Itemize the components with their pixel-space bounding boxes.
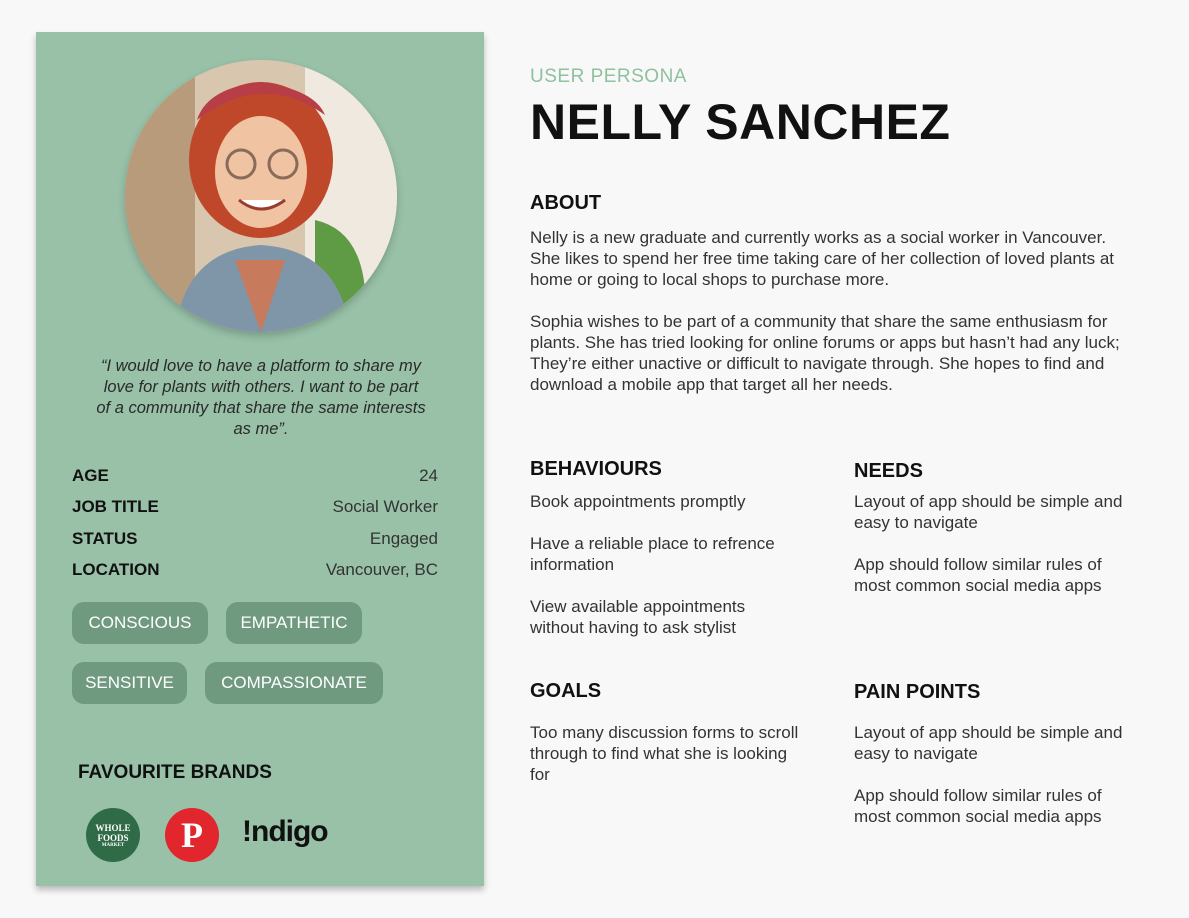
whole-foods-line-1: WHOLE: [95, 823, 131, 833]
fact-value: Engaged: [369, 528, 438, 548]
pain-point-item: App should follow similar rules of most common social media apps: [854, 786, 1102, 826]
pain-point-item: Layout of app should be simple and easy to navigate: [854, 723, 1123, 763]
persona-facts: [72, 460, 438, 586]
whole-foods-logo: [86, 808, 140, 862]
fact-row-location: [72, 555, 438, 587]
about-title: ABOUT: [530, 192, 602, 214]
pinterest-icon: P: [165, 808, 219, 862]
fact-row-status: [72, 523, 438, 555]
need-item: Layout of app should be simple and easy to navigate: [854, 492, 1123, 532]
goal-item: Too many discussion forms to scroll through to find what she is looking for: [530, 723, 799, 784]
pain-points-title: PAIN POINTS: [854, 681, 981, 703]
whole-foods-line-2: FOODS: [97, 833, 129, 843]
need-item: App should follow similar rules of most common social media apps: [854, 555, 1102, 595]
persona-name: NELLY SANCHEZ: [530, 94, 951, 150]
behaviour-item: Have a reliable place to refrence information: [530, 534, 775, 574]
trait-chip-sensitive: SENSITIVE: [72, 662, 187, 704]
whole-foods-line-3: MARKET: [101, 843, 125, 848]
about-paragraph-1: Nelly is a new graduate and currently works as a social worker in Vancouver. She likes to spend her free time taking care of her collection of loved plants at home or going to local shops to purchase more.: [530, 228, 1114, 289]
brands-title: FAVOURITE BRANDS: [78, 762, 272, 783]
fact-row-job-title: [72, 492, 438, 524]
persona-portrait-illustration: [125, 60, 397, 332]
persona-quote: “I would love to have a platform to share my love for plants with others. I want to be part of a community that share the same interests as me”.: [96, 357, 426, 438]
indigo-logo: !ndigo: [242, 815, 328, 848]
fact-label: AGE: [72, 465, 109, 485]
behaviours-title: BEHAVIOURS: [530, 458, 662, 480]
fact-row-age: [72, 460, 438, 492]
about-paragraph-2: Sophia wishes to be part of a community that share the same enthusiasm for plants. She has tried looking for online forums or apps but hasn’t had any luck; They’re either unactive or difficult to navigate through. She hopes to find and download a mobile app that target all her needs.: [530, 312, 1120, 394]
trait-chip-empathetic: EMPATHETIC: [226, 602, 362, 644]
persona-eyebrow: USER PERSONA: [530, 66, 687, 87]
trait-chip-conscious: CONSCIOUS: [72, 602, 208, 644]
persona-photo: [125, 60, 397, 332]
trait-chip-compassionate: COMPASSIONATE: [205, 662, 383, 704]
persona-card: [36, 32, 484, 886]
pinterest-logo: [165, 808, 219, 862]
fact-value: Vancouver, BC: [325, 560, 438, 580]
fact-value: 24: [419, 465, 438, 485]
needs-title: NEEDS: [854, 460, 923, 482]
fact-value: Social Worker: [332, 497, 438, 517]
fact-label: LOCATION: [72, 560, 160, 580]
fact-label: STATUS: [72, 528, 138, 548]
behaviour-item: View available appointments without having to ask stylist: [530, 597, 746, 637]
goals-title: GOALS: [530, 680, 602, 702]
behaviour-item: Book appointments promptly: [530, 492, 746, 511]
fact-label: JOB TITLE: [72, 497, 159, 517]
